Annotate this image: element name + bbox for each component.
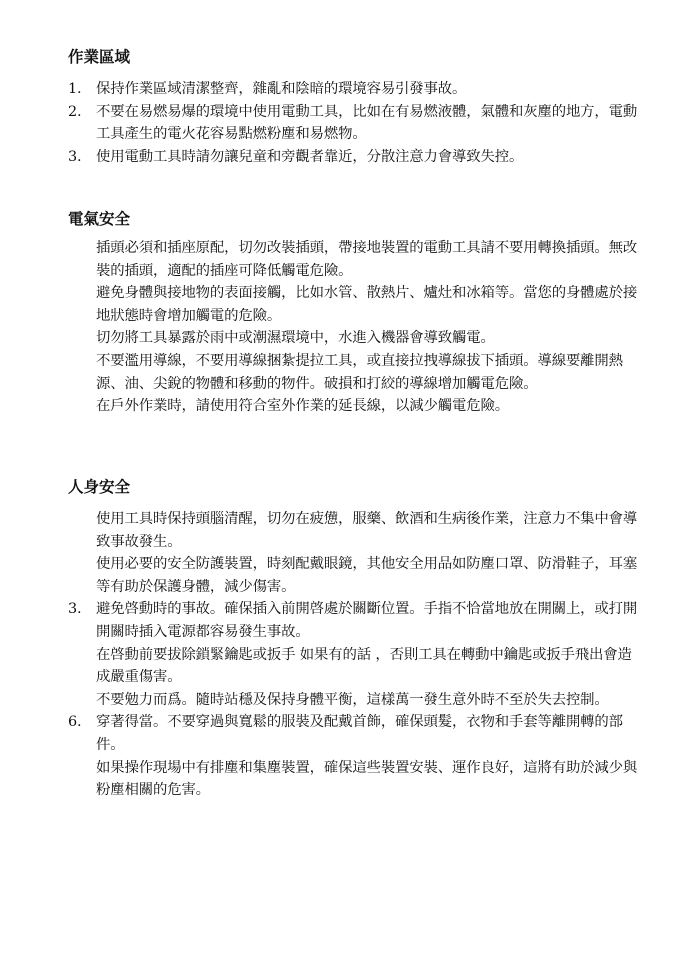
section-personal-safety (68, 476, 638, 802)
list-item (68, 508, 638, 553)
item-text: 使用必要的安全防護裝置，時刻配戴眼鏡，其他安全用品如防塵口罩、防滑鞋子，耳塞等有助於保護身體，減少傷害。 (96, 556, 638, 595)
item-list (68, 508, 638, 802)
section-heading: 電氣安全 (68, 210, 131, 228)
list-item (68, 711, 638, 756)
item-number: 3. (68, 601, 82, 618)
list-item (68, 282, 638, 327)
section-work-area (68, 46, 638, 168)
list-item (68, 757, 638, 802)
section-heading: 作業區域 (68, 48, 131, 66)
list-item (68, 237, 638, 282)
item-number: 1. (68, 81, 82, 97)
item-text: 穿著得當。不要穿過與寬鬆的服裝及配戴首飾，確保頭髮，衣物和手套等離開轉的部件。 (96, 714, 623, 753)
item-text: 不要勉力而爲。隨時站穩及保持身體平衡，這樣萬一發生意外時不至於失去控制。 (96, 691, 609, 708)
item-text: 避免身體與接地物的表面接觸，比如水管、散熱片、爐灶和冰箱等。當您的身體處於接地狀態時會增加觸電的危險。 (96, 285, 638, 324)
item-number: 3. (68, 148, 82, 165)
list-item (68, 644, 638, 689)
item-text: 避免啓動時的事故。確保插入前開啓處於關斷位置。手指不恰當地放在開關上，或打開開關時插入電源都容易發生事故。 (96, 601, 638, 640)
item-text: 如果操作現場中有排塵和集塵裝置，確保這些裝置安裝、運作良好，這將有助於減少與粉塵相關的危害。 (96, 759, 638, 799)
item-text: 保持作業區域清潔整齊，雜亂和陰暗的環境容易引發事故。 (96, 81, 467, 97)
section-heading: 人身安全 (68, 478, 131, 496)
item-text: 使用工具時保持頭腦清醒，切勿在疲憊，服藥、飲酒和生病後作業，注意力不集中會導致事故發生。 (96, 511, 638, 550)
item-text: 切勿將工具暴露於雨中或潮濕環境中，水進入機器會導致觸電。 (96, 330, 495, 347)
list-item (68, 327, 638, 350)
item-list (68, 237, 638, 418)
item-text: 在啓動前要拔除鎖緊鑰匙或扳手 如果有的話 ，否則工具在轉動中鑰匙或扳手飛出會造成嚴重傷害。 (96, 646, 632, 686)
list-item (68, 689, 638, 712)
item-text: 插頭必須和插座原配，切勿改裝插頭，帶接地裝置的電動工具請不要用轉換插頭。無改裝的插頭，適配的插座可降低觸電危險。 (96, 240, 638, 279)
list-item (68, 350, 638, 395)
section-electrical-safety (68, 208, 638, 418)
item-text: 使用電動工具時請勿讓兒童和旁觀者靠近，分散注意力會導致失控。 (96, 148, 524, 165)
item-number: 2. (68, 103, 82, 120)
list-item (68, 395, 638, 418)
item-number: 6. (68, 714, 82, 731)
list-item (68, 598, 638, 643)
list-item (68, 101, 638, 146)
list-item (68, 553, 638, 598)
item-text: 在戶外作業時，請使用符合室外作業的延長線，以減少觸電危險。 (96, 398, 509, 415)
item-text: 不要濫用導線，不要用導線捆紮提拉工具，或直接拉拽導線拔下插頭。導線要離開熱源、油、尖銳的物體和移動的物件。破損和打絞的導線增加觸電危險。 (96, 352, 623, 392)
list-item (68, 78, 638, 101)
item-text: 不要在易燃易爆的環境中使用電動工具，比如在有易燃液體，氣體和灰塵的地方，電動工具產生的電火花容易點燃粉塵和易燃物。 (96, 103, 638, 143)
list-item (68, 146, 638, 169)
item-list (68, 78, 638, 168)
